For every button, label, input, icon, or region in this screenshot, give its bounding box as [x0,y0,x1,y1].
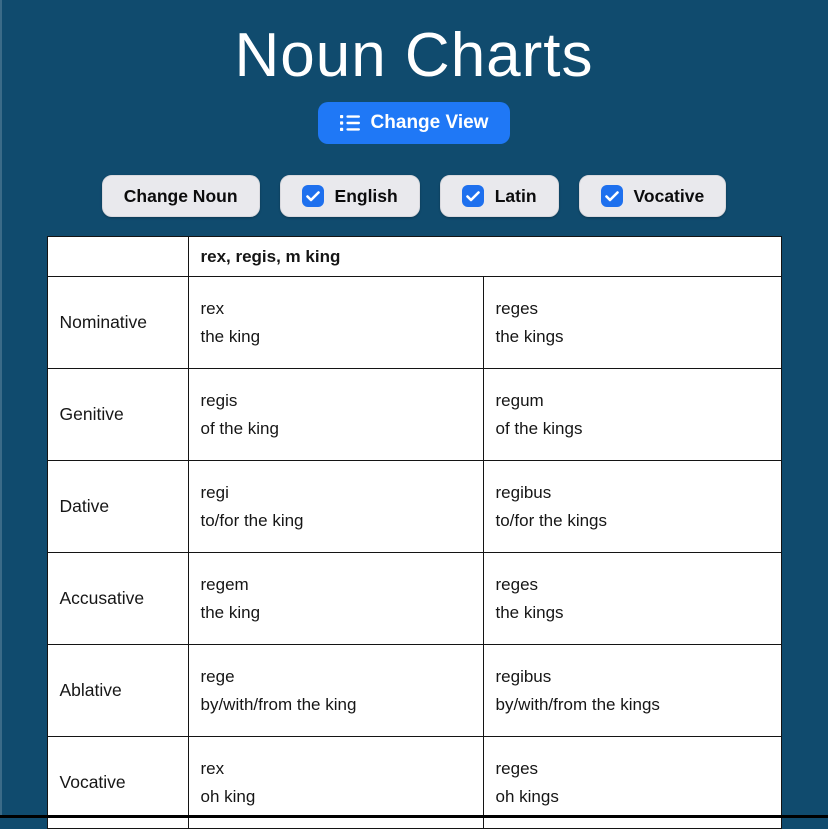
toggle-english-label: English [334,185,398,206]
latin-form: reges [495,574,539,594]
case-label: Vocative [47,737,188,829]
table-row-accusative [47,553,781,645]
english-gloss: the kings [495,602,564,622]
singular-cell [188,369,483,461]
toggle-latin-button[interactable] [440,175,559,217]
case-label: Dative [47,461,188,553]
latin-form: regibus [495,482,552,502]
change-noun-button[interactable] [102,175,260,217]
case-label: Ablative [47,645,188,737]
latin-form: regis [200,390,238,410]
table-corner-cell [47,237,188,277]
toggle-english-button[interactable] [280,175,420,217]
english-gloss: of the king [200,418,279,438]
plural-cell [483,277,781,369]
latin-form: regem [200,574,249,594]
latin-form: regum [495,390,544,410]
change-noun-label: Change Noun [123,185,238,206]
english-gloss: to/for the king [200,510,304,530]
change-view-button[interactable] [318,102,511,144]
plural-cell [483,645,781,737]
case-label: Genitive [47,369,188,461]
window-left-edge [0,0,2,818]
english-gloss: by/with/from the king [200,694,357,714]
list-icon [340,114,360,132]
case-label: Nominative [47,277,188,369]
table-row-genitive [47,369,781,461]
singular-cell [188,553,483,645]
english-gloss: the king [200,326,261,346]
latin-form: rex [200,758,225,778]
case-label: Accusative [47,553,188,645]
english-gloss: the kings [495,326,564,346]
table-row-ablative [47,645,781,737]
latin-form: regibus [495,666,552,686]
toggle-vocative-label: Vocative [633,185,705,206]
change-view-row [0,102,828,144]
plural-cell [483,461,781,553]
latin-form: regi [200,482,229,502]
singular-cell [188,461,483,553]
singular-cell [188,277,483,369]
english-gloss: to/for the kings [495,510,608,530]
change-view-label: Change View [370,112,489,134]
latin-checkbox-icon[interactable] [462,185,484,207]
vocative-checkbox-icon[interactable] [601,185,623,207]
controls-row [0,175,828,217]
latin-form: rex [200,298,225,318]
table-header-row [47,237,781,277]
english-gloss: the king [200,602,261,622]
latin-form: reges [495,758,539,778]
page-title: Noun Charts [234,21,594,90]
plural-cell [483,369,781,461]
table-row-nominative [47,277,781,369]
toggle-vocative-button[interactable] [579,175,727,217]
latin-form: reges [495,298,539,318]
english-checkbox-icon[interactable] [302,185,324,207]
english-gloss: of the kings [495,418,583,438]
english-gloss: oh kings [495,786,559,806]
latin-form: rege [200,666,235,686]
plural-cell [483,553,781,645]
english-gloss: oh king [200,786,256,806]
table-row-dative [47,461,781,553]
toggle-latin-label: Latin [494,185,537,206]
singular-cell [188,645,483,737]
english-gloss: by/with/from the kings [495,694,660,714]
noun-declension-table [47,236,782,829]
noun-header-cell: rex, regis, m king [188,237,781,277]
